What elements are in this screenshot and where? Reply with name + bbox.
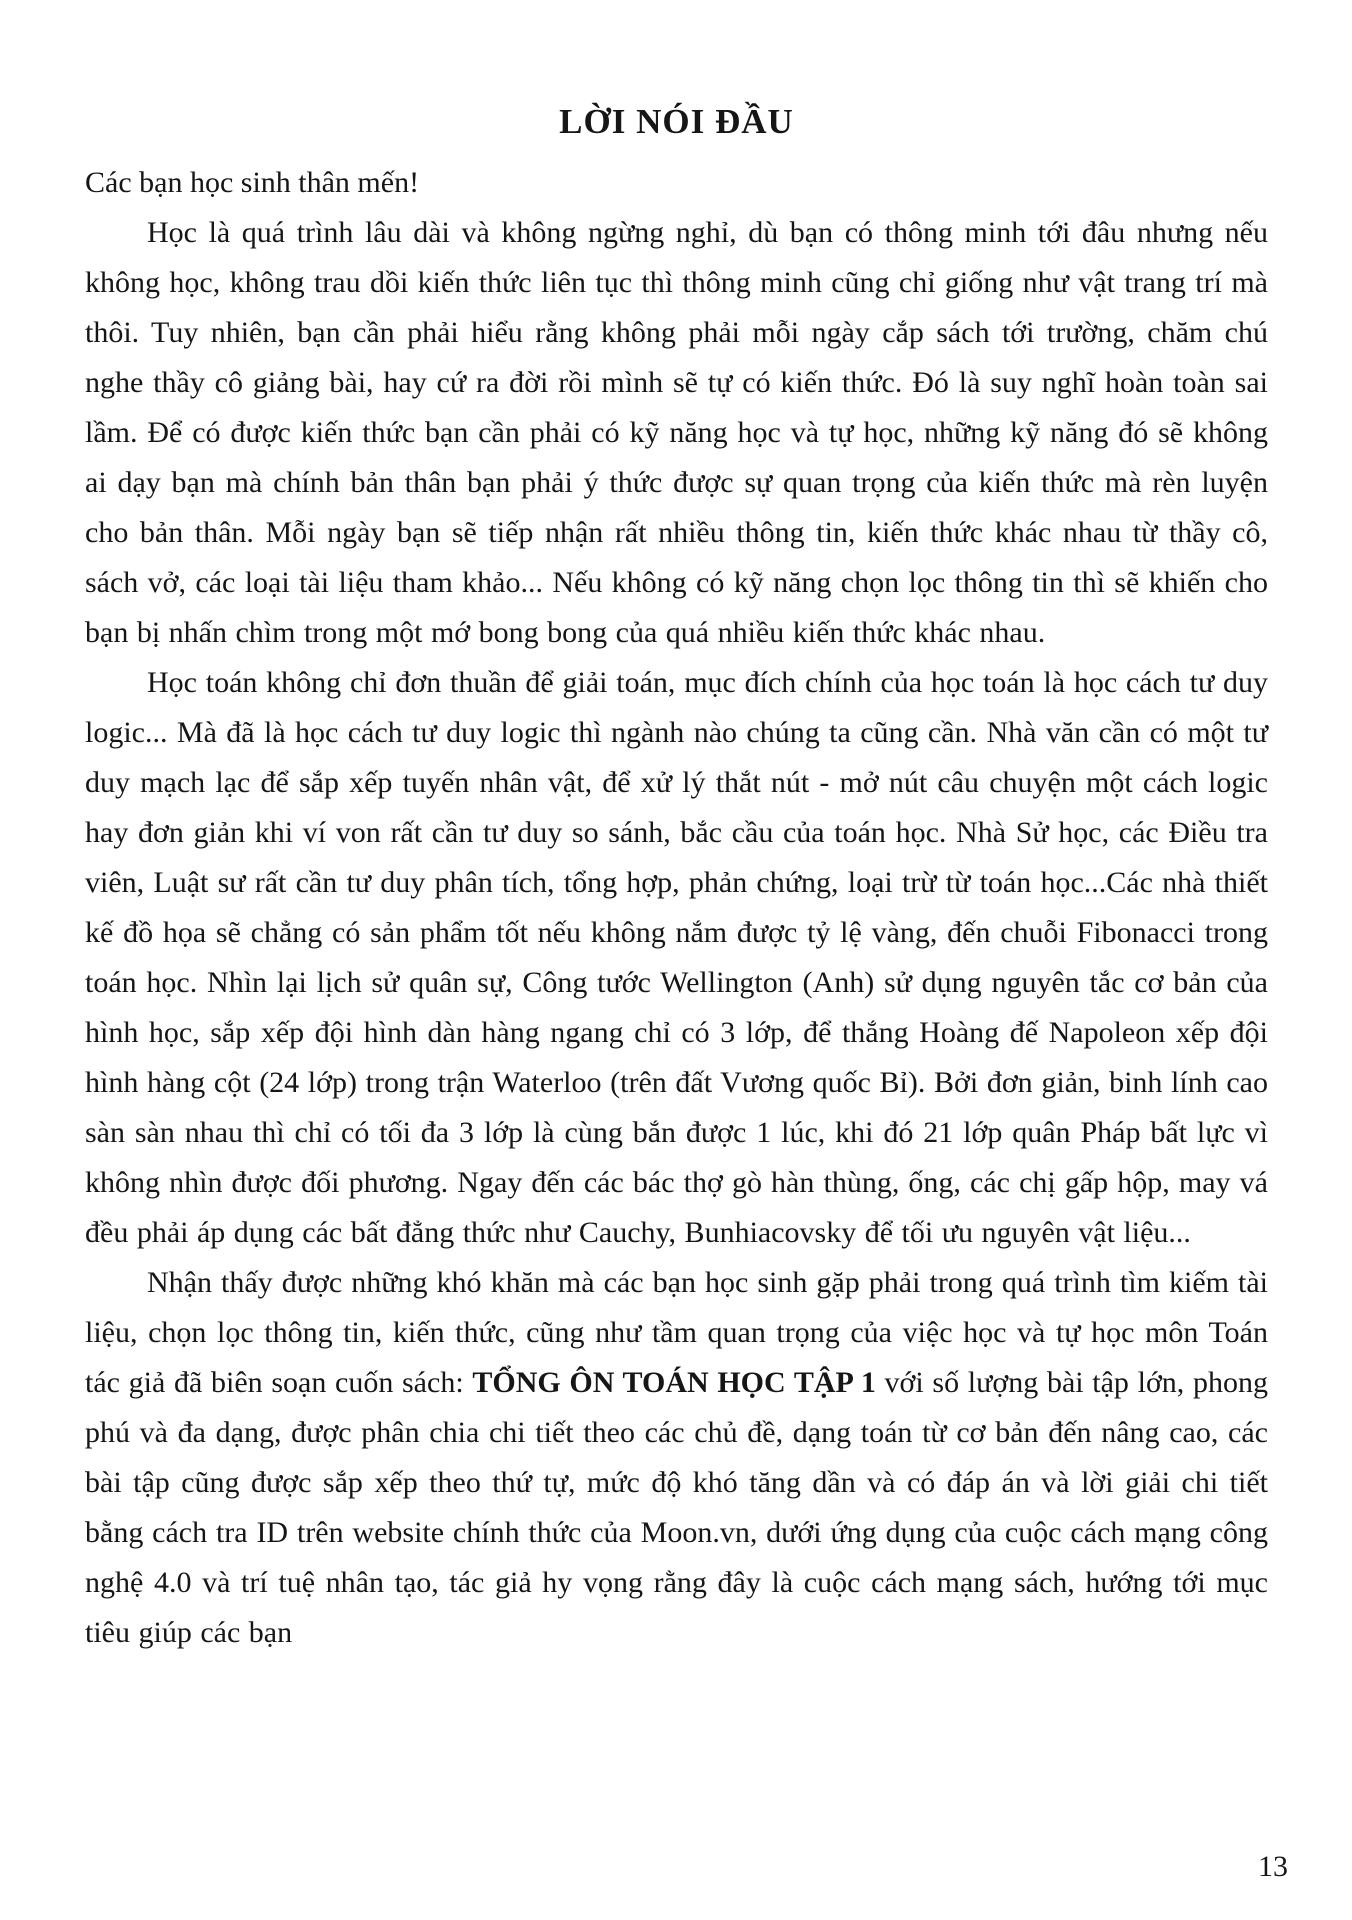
paragraph-2: Học toán không chỉ đơn thuần để giải toán, mục đích chính của học toán là học cách tư duy logic... Mà đã là học cách tư duy logic thì ngành nào chúng ta cũng cần. Nhà văn cần có một tư duy mạch lạc để sắp xếp tuyến nhân vật, để xử lý thắt nút - mở nút câu chuyện một cách logic hay đơn giản khi ví von rất cần tư duy so sánh, bắc cầu của toán học. Nhà Sử học, các Điều tra viên, Luật sư rất cần tư duy phân tích, tổng hợp, phản chứng, loại trừ từ toán học...Các nhà thiết kế đồ họa sẽ chẳng có sản phẩm tốt nếu không nắm được tỷ lệ vàng, đến chuỗi Fibonacci trong toán học. Nhìn lại lịch sử quân sự, Công tước Wellington (Anh) sử dụng nguyên tắc cơ bản của hình học, sắp xếp đội hình dàn hàng ngang chỉ có 3 lớp, để thắng Hoàng đế Napoleon xếp đội hình hàng cột (24 lớp) trong trận Waterloo (trên đất Vương quốc Bỉ). Bởi đơn giản, binh lính cao sàn sàn nhau thì chỉ có tối đa 3 lớp là cùng bắn được 1 lúc, khi đó 21 lớp quân Pháp bất lực vì không nhìn được đối phương. Ngay đến các bác thợ gò hàn thùng, ống, các chị gấp hộp, may vá đều phải áp dụng các bất đẳng thức như Cauchy, Bunhiacovsky để tối ưu nguyên vật liệu... [85,665,1268,1249]
greeting-line: Các bạn học sinh thân mến! [85,165,420,199]
book-title-bold: TỔNG ÔN TOÁN HỌC TẬP 1 [472,1365,876,1399]
page-title: LỜI NÓI ĐẦU [559,102,794,141]
paragraph-1: Học là quá trình lâu dài và không ngừng nghỉ, dù bạn có thông minh tới đâu nhưng nếu không học, không trau dồi kiến thức liên tục thì thông minh cũng chỉ giống như vật trang trí mà thôi. Tuy nhiên, bạn cần phải hiểu rằng không phải mỗi ngày cắp sách tới trường, chăm chú nghe thầy cô giảng bài, hay cứ ra đời rồi mình sẽ tự có kiến thức. Đó là suy nghĩ hoàn toàn sai lầm. Để có được kiến thức bạn cần phải có kỹ năng học và tự học, những kỹ năng đó sẽ không ai dạy bạn mà chính bản thân bạn phải ý thức được sự quan trọng của kiến thức mà rèn luyện cho bản thân. Mỗi ngày bạn sẽ tiếp nhận rất nhiều thông tin, kiến thức khác nhau từ thầy cô, sách vở, các loại tài liệu tham khảo... Nếu không có kỹ năng chọn lọc thông tin thì sẽ khiến cho bạn bị nhấn chìm trong một mớ bong bong của quá nhiều kiến thức khác nhau. [85,215,1268,649]
paragraph-3 [85,1258,1268,1658]
page-number: 13 [1258,1850,1288,1883]
paragraph-3-text-after: với số lượng bài tập lớn, phong phú và đa dạng, được phân chia chi tiết theo các chủ đề, dạng toán từ cơ bản đến nâng cao, các bài tập cũng được sắp xếp theo thứ tự, mức độ khó tăng dần và có đáp án và lời giải chi tiết bằng cách tra ID trên website chính thức của Moon.vn, dưới ứng dụng của cuộc cách mạng công nghệ 4.0 và trí tuệ nhân tạo, tác giả hy vọng rằng đây là cuộc cách mạng sách, hướng tới mục tiêu giúp các bạn [85,1365,1268,1649]
paragraph-3-text-before: Nhận thấy được những khó khăn mà các bạn học sinh gặp phải trong quá trình tìm kiếm tài liệu, chọn lọc thông tin, kiến thức, cũng như tầm quan trọng của việc học và tự học môn Toán tác giả đã biên soạn cuốn sách: [85,1265,1268,1399]
